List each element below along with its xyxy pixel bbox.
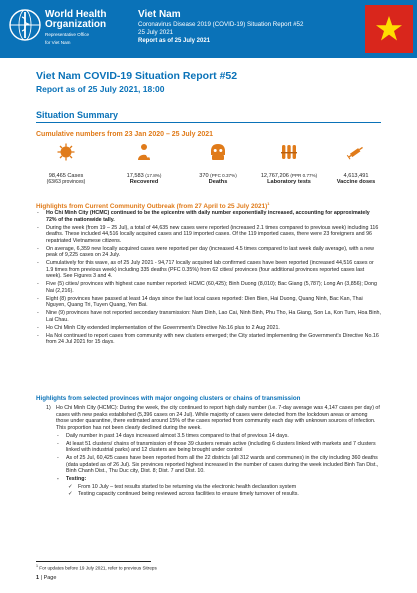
- header-country: Viet Nam: [138, 9, 181, 20]
- cumulative-title: Cumulative numbers from 23 Jan 2020 – 25 July 2021: [36, 131, 214, 138]
- page-label: Page: [43, 575, 57, 581]
- stat-vaccines-value: 4,613,491: [343, 173, 369, 179]
- highlight-text: Nine (9) provinces have not reported secondary transmission: Nam Dinh, Lao Cai, Ninh Binh, Phu Tho, Ha Giang, Son La, Kon Tum, Hoa Binh, Lai Chau.: [46, 310, 381, 323]
- province-sub-list: [56, 433, 381, 483]
- header-date: 25 July 2021: [138, 29, 174, 36]
- selected-provinces-list: [46, 405, 381, 498]
- stat-tests: [254, 142, 324, 185]
- list-item: [36, 296, 381, 309]
- stat-cases-note: (63/63 provinces): [46, 179, 86, 185]
- check-icon: ✓: [68, 491, 73, 497]
- footnote-divider: [36, 561, 151, 562]
- stat-deaths-number: 370: [199, 173, 209, 179]
- virus-icon: [56, 142, 76, 162]
- stat-cases: [36, 142, 96, 185]
- highlight-text: Five (5) cities/ provinces with highest case number reported: HCMC (60,425); Binh Duong (8,010); Bac Giang (5,787); Long An (3,856); Dong Nai (2,216).: [46, 281, 377, 294]
- list-item: [36, 310, 381, 323]
- header-report-name: Coronavirus Disease 2019 (COVID-19) Situation Report #52: [138, 21, 304, 28]
- highlight-text: with daily number exponentially increased, accounting for approximately 72% of the nationwide tally.: [46, 210, 370, 223]
- report-header: [0, 0, 417, 58]
- province-item-text: Ho Chi Minh City (HCMC): During the week, the city continued to report high daily number (i.e. 7-day average was 4,147 cases per day) of cases with new peaks established (5,396 cases on 24 Jul). While majority of cases were detected from the lockdown areas or among those under quarantine, there estimated around 15% of the cases reported from community each day with unknown sources of infection. This proportion has not been clearly declined during the week.: [56, 405, 380, 431]
- highlight-text: Ha Noi continued to report cases from community with new clusters emerged; the City started implementing the Government's Directive No.16 from 24 Jul 2021 for 15 days.: [46, 332, 379, 345]
- who-emblem-icon: [8, 8, 42, 42]
- stat-vaccines: [326, 142, 386, 185]
- org-name-line2: Organization: [45, 19, 107, 30]
- highlight-text: On average, 6,359 new locally acquired cases were reported per day (increased 4.5 times compared to last week daily average), with a new peak of 9,225 cases on 24 July.: [46, 245, 374, 258]
- stat-deaths: [188, 142, 248, 185]
- section-title: Situation Summary: [36, 110, 119, 120]
- testing-text: Testing capacity continued being reviewed across facilities to ensure timely turnover of results.: [78, 491, 299, 497]
- highlight-text: Cumulatively for this wave, as of 25 July 2021 - 94,717 locally acquired lab confirmed cases have been reported (increased 44,516 cases or 1.9 times from previous week) including 335 deaths (PFC 0.35%) from 62 cities/ provinces (four additional provinces reported cases last week). See Figures 3 and 4.: [46, 260, 374, 279]
- header-text: [138, 9, 363, 45]
- list-item: - Testing:: [56, 476, 381, 483]
- highlights-title: [36, 201, 270, 210]
- highlights-footnote-ref: 1: [267, 201, 270, 206]
- list-item: [68, 484, 381, 491]
- stat-tests-label: Laboratory tests: [267, 179, 311, 185]
- syringe-icon: [341, 142, 371, 162]
- org-sub-line2: for Viet Nam: [45, 39, 71, 45]
- footnote-text: For updates before 19 July 2021, refer to previous Sitreps: [39, 565, 157, 571]
- stat-deaths-label: Deaths: [208, 179, 228, 185]
- flag-star-icon: [375, 15, 403, 43]
- footnote: [36, 564, 157, 571]
- highlights-title-text: Highlights from Current Community Outbreak (from 27 April to 25 July 2021): [36, 203, 268, 211]
- highlight-text: During the week (from 19 – 25 Jul), a total of 44,635 new cases were reported (increased 2.1 times compared to previous week) including 116 deaths. These included 44,516 locally acquired cases and 119 imported cases. Of the 119 imported cases, there were 23 foreigners and 96 repatriated Vietnamese citizens.: [46, 224, 379, 244]
- org-sub-line1: Representative Office: [45, 32, 90, 37]
- stats-row: [36, 142, 381, 194]
- stat-recovered-note: (17.8%): [145, 173, 162, 178]
- list-item: - Daily number in past 14 days increased almost 3.5 times compared to that of previous 14 days.: [56, 433, 381, 440]
- list-item: [36, 210, 381, 223]
- org-name-line1: World Health: [45, 9, 107, 20]
- recovered-icon: [134, 142, 154, 162]
- stat-deaths-note: (PFC 0.37%): [210, 173, 237, 178]
- stat-cases-value: 98,465 Cases: [48, 173, 84, 179]
- report-subtitle: Report as of 25 July 2021, 18:00: [36, 84, 165, 94]
- stat-recovered-number: 17,583: [126, 173, 144, 179]
- report-title: Viet Nam COVID-19 Situation Report #52: [36, 70, 238, 82]
- deaths-icon: [208, 142, 228, 162]
- testing-text: From 10 July – test results started to be returning via the electronic health declaration system: [78, 483, 297, 490]
- stat-tests-number: 12,767,206: [260, 173, 289, 179]
- list-item: - As of 25 Jul, 60,425 cases have been reported from all the 22 districts (all 312 wards and communes) in the city including 360 deaths (data updated as of 26 Jul). Six provinces reported highest increased in the number of cases during the week included Binh Tan Dist., Binh Chanh Dist., Thu Duc city, Dist. 8; Dist. 7 and Dist. 10.: [56, 455, 381, 475]
- highlight-text: Ho Chi Minh City extended implementation of the Government's Directive No.16 plus to 2 Aug 2021.: [46, 324, 280, 331]
- list-item: [36, 260, 381, 280]
- page-number-value: 1: [36, 575, 40, 581]
- list-item: [36, 246, 381, 259]
- list-item: [36, 225, 381, 245]
- list-item: [68, 491, 381, 498]
- testing-list: [68, 484, 381, 498]
- highlight-bold: Ho Chi Minh City (HCMC) continued to be the epicentre: [46, 210, 185, 216]
- who-wordmark: [45, 10, 106, 45]
- stat-recovered-label: Recovered: [129, 179, 159, 185]
- test-tube-icon: [279, 142, 299, 162]
- province-item-hcmc: [46, 405, 381, 431]
- selected-provinces-title: Highlights from selected provinces with major ongoing clusters or chains of transmission: [36, 395, 301, 402]
- list-item: [36, 333, 381, 346]
- header-as-of: Report as of 25 July 2021: [138, 38, 211, 44]
- list-item: [36, 281, 381, 294]
- stat-recovered: [114, 142, 174, 185]
- check-icon: ✓: [68, 483, 73, 490]
- footnote-number: 1: [36, 564, 38, 568]
- vietnam-flag-icon: [365, 5, 413, 53]
- highlight-text: Eight (8) provinces have passed at least 14 days since the last local cases reported: Dien Bien, Hai Duong, Quang Ninh, Bac Kan, Thai Nguyen, Quang Tri, Tuyen Quang, Yen Bai.: [46, 295, 363, 308]
- list-item: - At least 51 clusters/ chains of transmission of those 39 clusters remain active (including 6 clusters linked with markets and 7 clusters linked with industrial parks) and 12 clusters are being brought under control: [56, 441, 381, 454]
- list-item: [36, 325, 381, 332]
- stat-vaccines-label: Vaccine doses: [336, 179, 376, 185]
- province-item-number: 1): [46, 405, 51, 411]
- stat-tests-note: (PPR 0.77%): [290, 173, 318, 178]
- page-number: 1 | Page: [36, 575, 57, 581]
- highlights-list: [36, 210, 381, 347]
- section-divider: [36, 122, 381, 123]
